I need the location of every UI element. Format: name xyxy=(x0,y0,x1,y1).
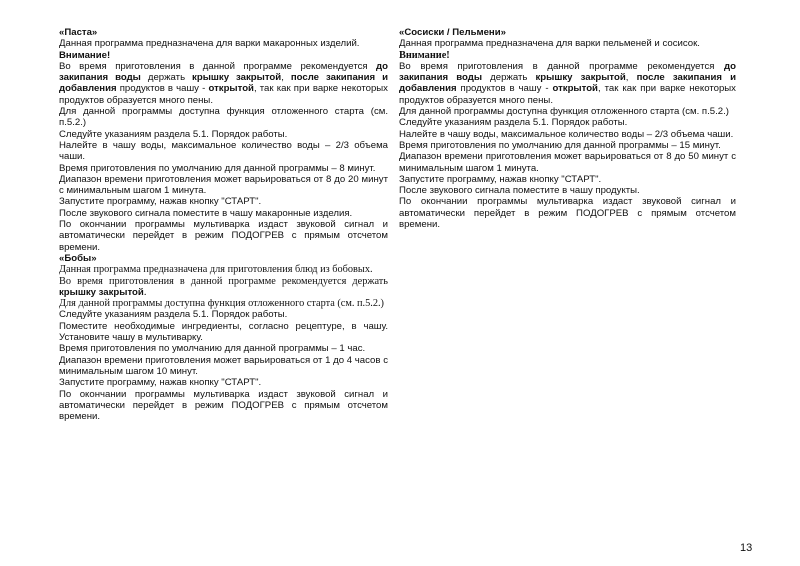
sausages-warning-title: Внимание! xyxy=(399,49,450,61)
sausages-default-time: Время приготовления по умолчанию для данной программы – 15 минут. xyxy=(399,139,721,151)
pasta-time-range: Диапазон времени приготовления может варьироваться от 8 до 20 минут с минимальным шагом 1 минута. xyxy=(59,173,388,197)
beans-intro: Данная программа предназначена для приготовления блюд из бобовых. xyxy=(59,264,373,276)
pasta-end: По окончании программы мультиварка издаст звуковой сигнал и автоматически перейдет в режим ПОДОГРЕВ с прямым отсчетом времени. xyxy=(59,219,388,253)
beans-default-time: Время приготовления по умолчанию для данной программы – 1 час. xyxy=(59,343,366,355)
beans-start: Запустите программу, нажав кнопку "СТАРТ". xyxy=(59,377,262,389)
page-number: 13 xyxy=(740,542,753,554)
sausages-after-signal: После звукового сигнала поместите в чашу продукты. xyxy=(399,185,640,197)
beans-time-range: Диапазон времени приготовления может варьироваться от 1 до 4 часов с минимальным шагом 10 минут. xyxy=(59,354,388,377)
beans-delayed-start: Для данной программы доступна функция отложенного старта (см. п.5.2.) xyxy=(59,298,384,310)
sausages-time-range: Диапазон времени приготовления может варьироваться от 8 до 50 минут с минимальным шагом 1 минута. xyxy=(399,151,736,174)
left-column xyxy=(59,27,388,422)
sausages-water: Налейте в чашу воды, максимальное количество воды – 2/3 объема чаши. xyxy=(399,128,734,140)
beans-end: По окончании программы мультиварка издаст звуковой сигнал и автоматически перейдет в режим ПОДОГРЕВ с прямым отсчетом времени. xyxy=(59,388,388,423)
pasta-start: Запустите программу, нажав кнопку "СТАРТ". xyxy=(59,196,262,208)
sausages-warning-text: Во время приготовления в данной программе рекомендуется до закипания воды держать крышку закрытой, после закипания и добавления продуктов в чашу - открытой, так как при варке некоторых продуктов образуется много пены. xyxy=(399,60,736,106)
sausages-start: Запустите программу, нажав кнопку "СТАРТ". xyxy=(399,173,602,185)
pasta-after-signal: После звукового сигнала поместите в чашу макаронные изделия. xyxy=(59,207,353,219)
section-title-sausages: «Сосиски / Пельмени» xyxy=(399,27,506,38)
pasta-default-time: Время приготовления по умолчанию для данной программы – 8 минут. xyxy=(59,162,376,174)
sausages-follow-instructions: Следуйте указаниям раздела 5.1. Порядок работы. xyxy=(399,117,628,129)
sausages-intro: Данная программа предназначена для варки пельменей и сосисок. xyxy=(399,38,700,50)
pasta-warning-title: Внимание! xyxy=(59,49,111,61)
sausages-delayed-start: Для данной программы доступна функция отложенного старта (см. п.5.2.) xyxy=(399,106,729,118)
beans-warning-text: Во время приготовления в данной программе рекомендуется держать крышку закрытой. xyxy=(59,275,388,298)
pasta-intro: Данная программа предназначена для варки макаронных изделий. xyxy=(59,38,360,50)
pasta-warning-text: Во время приготовления в данной программе рекомендуется до закипания воды держать крышку закрытой, после закипания и добавления продуктов в чашу - открытой, так как при варке некоторых продуктов образуется много пены. xyxy=(59,60,388,106)
pasta-follow-instructions: Следуйте указаниям раздела 5.1. Порядок работы. xyxy=(59,128,288,140)
sausages-end: По окончании программы мультиварка издаст звуковой сигнал и автоматически перейдет в режим ПОДОГРЕВ с прямым отсчетом времени. xyxy=(399,196,736,231)
pasta-water: Налейте в чашу воды, максимальное количество воды – 2/3 объема чаши. xyxy=(59,139,388,163)
section-title-beans: «Бобы» xyxy=(59,252,97,264)
pasta-delayed-start: Для данной программы доступна функция отложенного старта (см. п.5.2.) xyxy=(59,106,388,129)
right-column xyxy=(399,27,736,230)
beans-follow-instructions: Следуйте указаниям раздела 5.1. Порядок работы. xyxy=(59,309,288,321)
section-title-pasta: «Паста» xyxy=(59,27,98,38)
beans-ingredients: Поместите необходимые ингредиенты, согласно рецептуре, в чашу. Установите чашу в мультиварку. xyxy=(59,320,388,344)
